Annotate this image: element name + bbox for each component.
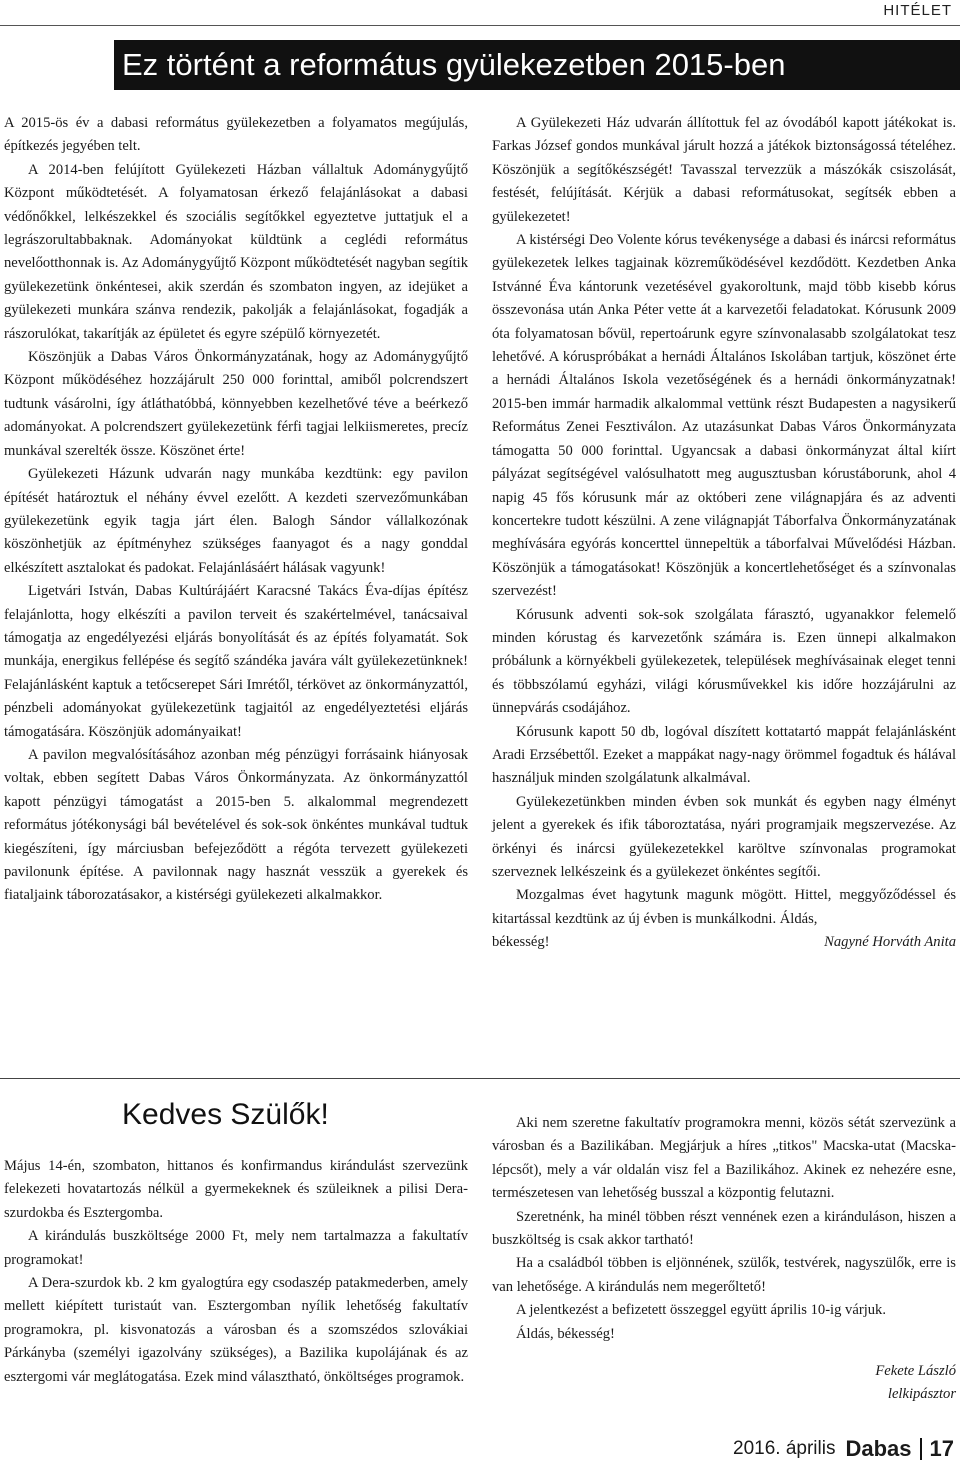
paragraph: Aki nem szeretne fakultatív programokra menni, közös sétát szervezünk a városban és a Bazilikában. Megjárjuk a híres „titkos" Macska-utat (Macska-lépcsőt), mely a vár oldalán visz fel a Bazilikához. Akinek ez nehezére esne, természetesen van lehetőség busszal a központig felutazni. — [492, 1115, 956, 1202]
paragraph: A pavilon megvalósításához azonban még pénzügyi forrásaink hiányosak voltak, ebben segített Dabas Város Önkormányzata. Az önkormányzattól kapott pénzügyi támogatást a 2015-ben 5. alkalommal megrendezett református jótékonysági bál bevételével és sok-sok önkéntes munkával tudtuk kiegészíteni, így márciusban befejeződött a régóta tervezett gyülekezeti pavilonunk építése. A pavilonnak nagy hasznát vesszük a gyerekek és fiataljaink táborozatásakor, a kistérségi gyülekezeti alkalmakkor. — [4, 746, 468, 904]
footer-separator — [920, 1438, 922, 1460]
paragraph: Ha a családból többen is eljönnének, szülők, testvérek, nagyszülők, erre is van lehetősége. A kirándulás nem megerőltető! — [492, 1255, 956, 1295]
article-title: Ez történt a református gyülekezetben 2015-ben — [114, 40, 960, 90]
paragraph: Szeretnénk, ha minél többen részt vennének ezen a kiránduláson, hiszen a buszköltség is csak akkor tartható! — [492, 1208, 956, 1249]
paragraph: A 2014-ben felújított Gyülekezeti Házban vállaltuk Adománygyűjtő Központ működtetését. A folyamatosan érkező felajánlásokat a dabasi védőnőkkel, lelkészekkel és szociális segítőkkel egyeztetve juttatjuk el a legrászorultabbaknak. Adományokat küldtünk a ceglédi református nevelőotthonnak is. Az Adománygyűjtő Központ működtetését nagyban segítik gyülekezetünk önkéntesei, akik szerdán és szombaton ingyen, az idejüket a gyülekezeti munkára szánva rendezik, pakolják a felajánlásokat, fogadják a rászorulókat, takarítják az épületet és egyre szépülő környezetét. — [4, 161, 468, 342]
page-footer — [733, 1437, 954, 1461]
notice-column-2 — [492, 1112, 956, 1407]
paragraph: A kistérségi Deo Volente kórus tevékenysége a dabasi és inárcsi református gyülekezetek lelkes tagjainak közreműködésével kezdődött. Kezdetben Anka Istvánné Éva kántorunk vezetésével gyakoroltunk, majd több kisebb kórus összevonása után Anka Péter vette át a karvezetői feladatokat. Kórusunk 2009 óta folyamatosan bővül, repertoárunk egyre színvonalasabb szolgálatokat tesz lehetővé. A kóruspróbákat a hernádi Általános Iskolában tartjuk, köszönet érte a hernádi Általános Iskola vezetőségének és a hernádi önkormányzatnak! 2015-ben immár harmadik alkalommal vettünk részt Budapesten a nagysikerű Református Zenei Fesztiválon. Az utazásunkat Dabas Város Önkormányzata támogatta 50 000 forinttal. Ugyancsak a dabasi önkormányzat által kiírt pályázat segítségével valósulhatott meg augusztusban kórustáborunk, ahol 4 napig 45 fős kórusunk már az októberi zene világnapjára és az adventi koncertekre tudott készülni. A zene világnapját Táborfalva Önkormányzatának meghívására egyórás koncerttel ünnepeltük a táborfalvai Művelődési Házban. Köszönjük a támogatásokat! Köszönjük a koncertlehetőséget és a színvonalas szervezést! — [492, 232, 956, 600]
paragraph: Mozgalmas évet hagytunk magunk mögött. Hittel, meggyőződéssel és kitartással kezdtünk az új évben is munkálkodni. Áldás, — [492, 887, 956, 927]
article-column-1 — [4, 112, 468, 908]
paragraph: A Dera-szurdok kb. 2 km gyalogtúra egy csodaszép patakmederben, amely mellett kiépített turistaút van. Esztergomban nyílik lehetőség fakultatív programokra, pl. kisvonatozás a városban és a szomszédos szlovákiai Párkányba (személyi igazolvány szükséges), a Bazilika kupolájának és az esztergomi vár meglátogatása. Ezek mind választható, önköltséges programok. — [4, 1275, 468, 1385]
paragraph: Gyülekezetünkben minden évben sok munkát és egyben nagy élményt jelent a gyerekek és ifik táboroztatása, nyári programjaik megszervezése. Az örkényi és inárcsi gyülekezetekkel karöltve színvonalas programokat szerveznek lelkészeink és a gyülekezet önkéntes segítői. — [492, 793, 956, 880]
paragraph: Május 14-én, szombaton, hittanos és konfirmandus kirándulást szervezünk felekezeti hovatartozás nélkül a gyermekeknek és szüleiknek a pilisi Dera-szurdokba és Esztergomba. — [4, 1158, 468, 1221]
magazine-name: Dabas — [845, 1436, 912, 1461]
signature-name: Fekete László — [875, 1363, 956, 1380]
paragraph: A jelentkezést a befizetett összeggel együtt április 10-ig várjuk. — [516, 1302, 886, 1319]
page-number: 17 — [929, 1436, 954, 1461]
paragraph: A 2015-ös év a dabasi református gyülekezetben a folyamatos megújulás, építkezés jegyében telt. — [4, 115, 468, 155]
paragraph: Áldás, békesség! — [516, 1325, 615, 1342]
signature-role: lelkipásztor — [887, 1386, 956, 1403]
paragraph: Kórusunk kapott 50 db, logóval díszített kottatartó mappát felajánlásként Aradi Erzsébettől. Ezeket a mappákat nagy-nagy örömmel fogadtuk és hálával használjuk minden szolgálatunk alkalmával. — [492, 723, 956, 787]
paragraph: Ligetvári István, Dabas Kultúrájáért Karacsné Takács Éva-díjas építész felajánlotta, hogy elkészíti a pavilon terveit és szakértelmével, tanácsaival támogatja az engedélyezési eljárás bonyolítását és az építés folyamatát. Sok munkája, energikus fellépése és segítő szándéka javára vált gyülekezetünknek! Felajánlásként kaptuk a tetőcserepet Sári Imrétől, térkövet az önkormányzattól, pénzbeli adományokat gyülekezetünk tagjaitól az engedélyeztetési eljárás támogatására. Köszönjük adományaikat! — [4, 583, 468, 740]
notice-signature — [492, 1360, 956, 1407]
article-author: Nagyné Horváth Anita — [824, 934, 956, 951]
paragraph: A Gyülekezeti Ház udvarán állítottuk fel az óvodából kapott játékokat is. Farkas József gondos munkával járult hozzá a játékok biztonságossá tételéhez. Köszönjük a segítőkészségét! Tavasszal tervezzük a mászókák csiszolását, festését, felújítását. Kérjük a dabasi reformátusokat, segítsék ebben a gyülekezetet! — [492, 115, 956, 225]
paragraph: Kórusunk adventi sok-sok szolgálata fárasztó, ugyanakkor felemelő minden kórustag és karvezetőnk számára is. Ezen ünnepi alkalmakon próbálunk a környékbeli gyülekezetek, települések meghívásainak eleget tenni és többszólamú egyházi, világi kórusművekkel kis időre hozzájárulni az ünnepvárás csodájához. — [492, 606, 956, 717]
article-column-2 — [492, 112, 956, 955]
paragraph: Gyülekezeti Házunk udvarán nagy munkába kezdtünk: egy pavilon építését határoztuk el néhány évvel ezelőtt. A kezdeti szervezőmunkában gyülekezetünk egyik tagja járt élen. Balogh Sándor vállalkozónak köszönhetjük az építményhez szükséges faanyagot és a nagy gonddal elkészített asztalokat és padokat. Felajánlásáért hálásak vagyunk! — [4, 466, 468, 576]
closing-word: békesség! — [492, 934, 550, 951]
paragraph: Köszönjük a Dabas Város Önkormányzatának, hogy az Adománygyűjtő Központ működéséhez hozzájárult 250 000 forinttal, amiből polcrendszert tudtunk vásárolni, így átláthatóbbá, könnyebben kezelhetővé téve a beérkező adományokat. A polcrendszert gyülekezetünk férfi tagjai lelkiismeretes, precíz munkával szerelték össze. Köszönet érte! — [4, 349, 468, 459]
section-label: HITÉLET — [883, 2, 952, 19]
top-rule — [0, 25, 960, 26]
section-divider — [0, 1078, 960, 1079]
closing-line — [492, 931, 956, 954]
paragraph: A kirándulás buszköltsége 2000 Ft, mely nem tartalmazza a fakultatív programokat! — [4, 1228, 468, 1268]
notice-title: Kedves Szülők! — [122, 1098, 329, 1131]
issue-date: 2016. április — [733, 1438, 836, 1459]
notice-column-1 — [4, 1155, 468, 1389]
